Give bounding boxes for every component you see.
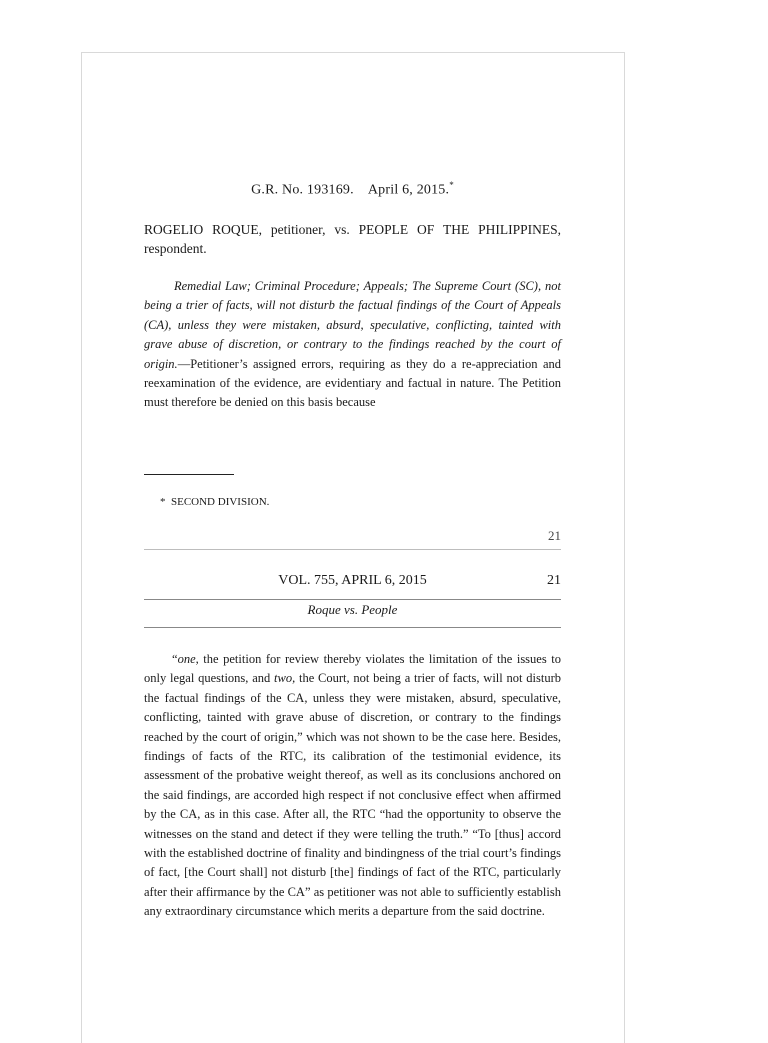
case-parties: ROGELIO ROQUE, petitioner, vs. PEOPLE OF THE PHILIPPINES, respondent.: [144, 222, 561, 256]
footnote-text: SECOND DIVISION.: [171, 496, 270, 508]
body-text-2: the Court, not being a trier of facts, will not disturb the factual findings of the CA, unless they were mistaken, absurd, speculative, conflicting, tainted with grave abuse of discretion, or contrary to the findings reached by the court of origin,” which was not shown to be the case here. Besides, findings of facts of the RTC, its calibration of the testimonial evidence, its assessment of the probative weight thereof, as well as its conclusions anchored on the said findings, are accorded high respect if not conclusive effect when affirmed by the CA, as in this case. After all, the RTC “had the opportunity to observe the witnesses on the stand and detect if they were telling the truth.” “To [thus] accord with the established doctrine of finality and bindingness of the trial court’s findings of fact, [the Court shall] not disturb [the] findings of fact of the RTC, particularly after their affirmance by the CA” as petitioner was not able to sufficiently establish any extraordinary circumstance which merits a departure from the said doctrine.: [144, 671, 561, 919]
syllabus-text: —Petitioner’s assigned errors, requiring as they do a re-appreciation and reexamination of the evidence, are evidentiary and factual in nature. The Petition must therefore be denied on this basis because: [144, 356, 561, 410]
emphasis-one: one,: [177, 652, 199, 666]
volume-title: VOL. 755, APRIL 6, 2015: [278, 573, 427, 588]
date-footnote-mark: *: [449, 180, 454, 190]
footnote-mark: *: [160, 496, 166, 508]
body-text-1: the petition for review thereby violates the limitation of the issues to only legal questions, and: [144, 652, 561, 686]
body-paragraph: [144, 650, 561, 922]
header-page-number: 21: [547, 573, 561, 588]
footnote: [160, 496, 460, 508]
case-number-line: [144, 180, 561, 199]
emphasis-two: two,: [274, 671, 296, 686]
syllabus-paragraph: [144, 277, 561, 413]
syllabus-keywords: Remedial Law; Criminal Procedure; Appeals; The Supreme Court (SC), not being a trier of facts, will not disturb the factual findings of the Court of Appeals (CA), unless they were mistaken, absurd, speculative, conflicting, tainted with grave abuse of discretion, or contrary to the findings reached by the court of origin.: [144, 279, 561, 371]
open-quote: “: [172, 652, 178, 666]
page-break-divider: [144, 549, 561, 550]
running-head: Roque vs. People: [307, 602, 398, 617]
header-rule-bottom: [144, 627, 561, 628]
decision-date: April 6, 2015.: [367, 182, 450, 198]
document-page: [81, 52, 625, 1043]
page-number-bottom: 21: [548, 528, 561, 543]
gr-number: G.R. No. 193169.: [251, 182, 354, 198]
header-rule-top: [144, 599, 561, 600]
footnote-divider: [144, 474, 234, 475]
